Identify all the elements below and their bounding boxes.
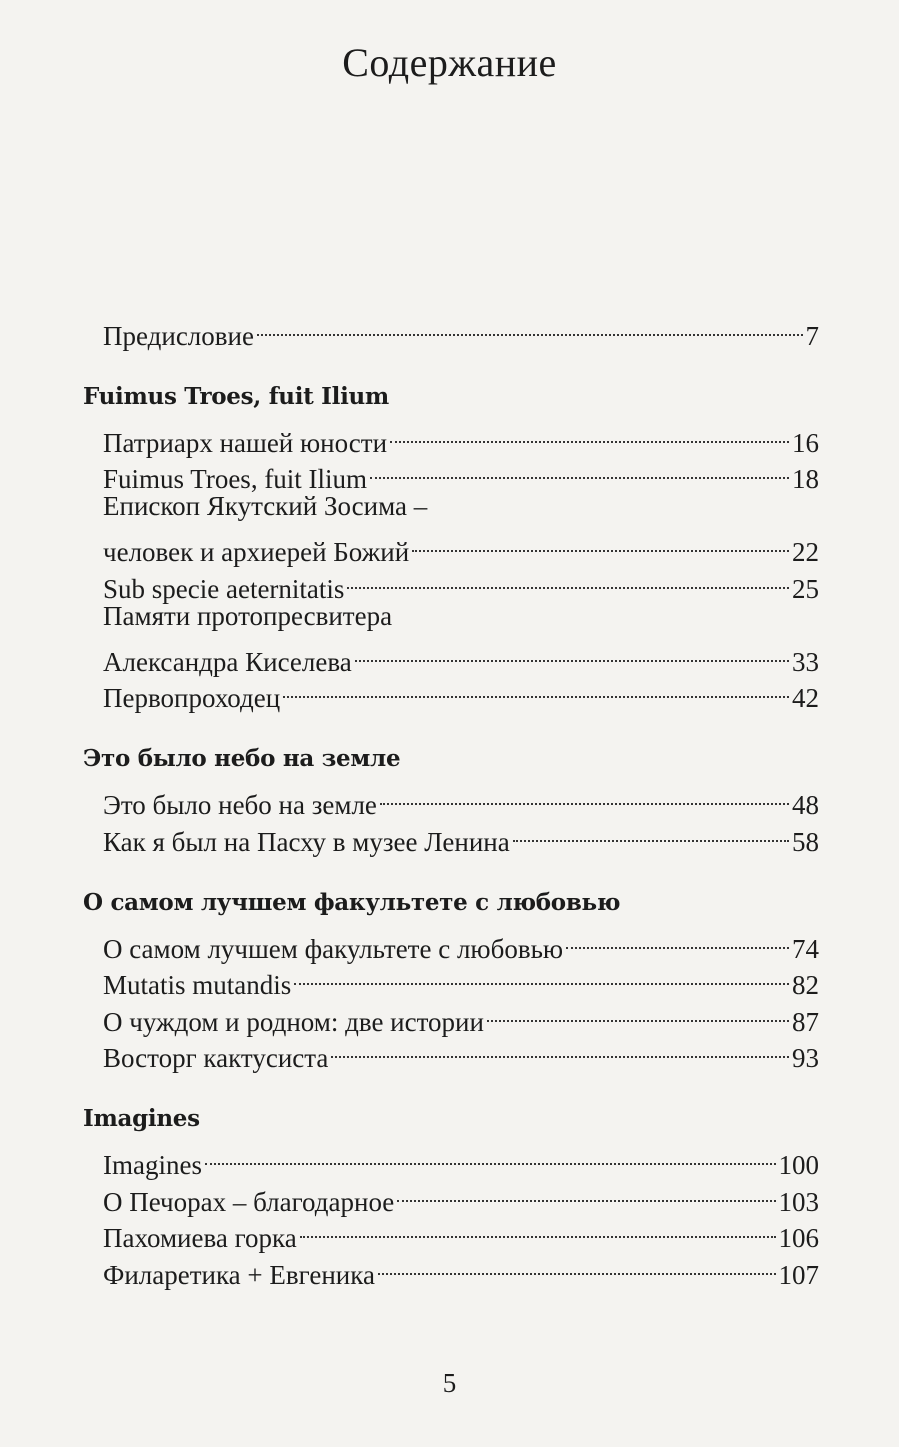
section-title: Это было небо на земле [83,745,401,772]
toc-entry-line [83,488,819,525]
entry-title: Это было небо на земле [103,790,377,820]
entry-title: Как я был на Пасху в музее Ленина [103,826,510,857]
entry-page-number: 103 [778,1186,819,1217]
toc-section-heading [83,885,819,922]
entry-title: О самом лучшем факультете с любовью [103,933,564,964]
entry-title: О Печорах – благодарное [103,1186,395,1217]
dot-leader [397,1174,775,1211]
entry-title: Предисловие [103,320,254,351]
entry-title: Mutatis mutandis [103,970,292,1000]
entry-title: Imagines [103,1150,202,1180]
entry-page-number: 16 [792,427,819,458]
entry-page-number: 48 [792,790,819,820]
entry-title: Sub specie aeternitatis [103,573,345,604]
entry-page-number: 33 [792,646,819,677]
entry-page-number: 93 [792,1043,819,1073]
entry-title: Памяти протопресвитера [103,600,393,631]
dot-leader [513,814,789,851]
entry-title: человек и архиерей Божий [103,537,410,567]
entry-title: Филаретика + Евгеника [103,1259,375,1290]
dot-leader [412,525,789,562]
entry-title: Епископ Якутский Зосима – [103,491,428,521]
dot-leader [378,1247,776,1284]
section-title: Fuimus Troes, fuit Ilium [83,382,389,410]
entry-page-number: 82 [792,970,819,1000]
dot-leader [205,1138,776,1175]
toc-entry [83,778,819,820]
dot-leader [294,958,789,995]
toc-entry-line [83,598,819,635]
entry-page-number: 87 [792,1006,819,1037]
entry-title: О чуждом и родном: две истории [103,1006,484,1037]
entry-page-number: 58 [792,826,819,857]
dot-leader [257,308,803,345]
dot-leader [390,415,789,452]
dot-leader [331,1031,789,1068]
entry-page-number: 18 [792,464,819,494]
entry-page-number: 74 [792,933,819,964]
section-title: Imagines [83,1105,200,1132]
entry-title: Восторг кактусиста [103,1043,329,1073]
dot-leader [566,921,789,958]
dot-leader [355,634,789,671]
entry-page-number: 42 [792,683,819,713]
entry-page-number: 25 [792,573,819,604]
entry-title: Пахомиева горка [103,1223,297,1253]
dot-leader [347,561,789,598]
entry-page-number: 100 [778,1150,819,1180]
entry-page-number: 107 [778,1259,819,1290]
entry-title: Fuimus Troes, fuit Ilium [103,464,368,494]
dot-leader [300,1211,776,1248]
dot-leader [283,671,789,708]
toc-entry [83,1138,819,1180]
toc-entry [83,634,819,677]
entry-page-number: 22 [792,537,819,567]
toc-entry [83,308,819,351]
dot-leader [380,778,789,815]
table-of-contents [83,308,819,1290]
entry-page-number: 106 [778,1223,819,1253]
entry-page-number: 7 [805,320,819,351]
page-title: Содержание [342,40,557,85]
toc-section-heading [83,1101,819,1138]
entry-title: Александра Киселева [103,646,352,677]
dot-leader [487,994,789,1031]
toc-entry [83,415,819,458]
toc-section-heading [83,379,819,416]
toc-section-heading [83,741,819,778]
entry-title: Первопроходец [103,683,281,713]
toc-entry [83,525,819,567]
entry-title: Патриарх нашей юности [103,427,388,458]
page-number: 5 [442,1368,457,1398]
dot-leader [370,452,789,489]
section-title: О самом лучшем факультете с любовью [83,888,621,916]
toc-entry [83,921,819,964]
